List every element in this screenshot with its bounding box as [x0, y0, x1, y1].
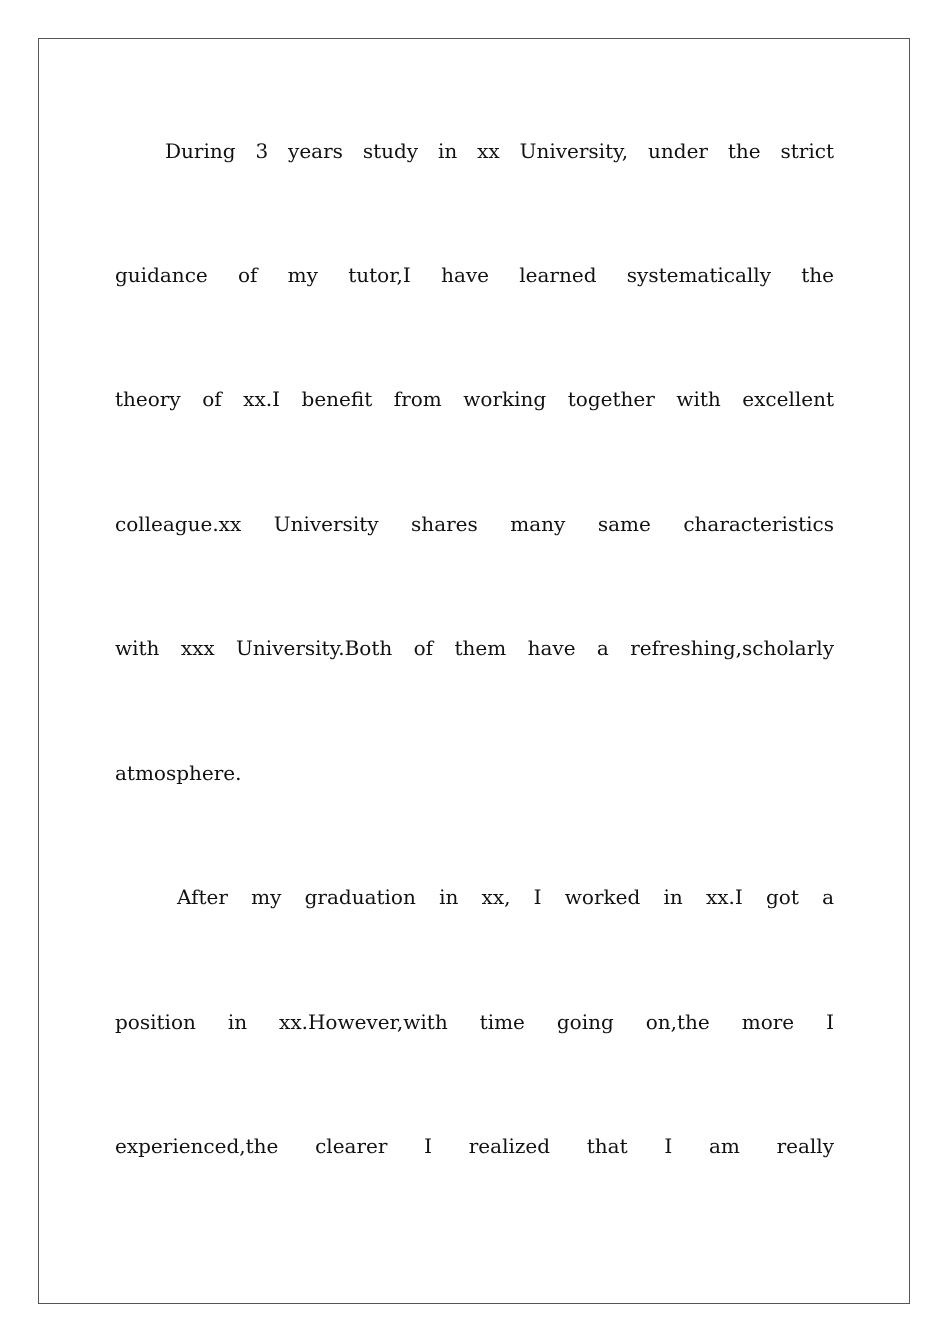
paragraph-2-line-1: After my graduation in xx, I worked in xx.I got a: [177, 885, 834, 909]
paragraph-1-line-1: During 3 years study in xx University, under the strict: [165, 139, 834, 163]
paragraph-1-line-2: guidance of my tutor,I have learned systematically the: [115, 263, 834, 287]
paragraph-2-line-3: experienced,the clearer I realized that I am really: [115, 1134, 834, 1158]
paragraph-2-line-2: position in xx.However,with time going on,the more I: [115, 1010, 834, 1034]
paragraph-1-line-4: colleague.xx University shares many same characteristics: [115, 512, 834, 536]
paragraph-1-line-5: with xxx University.Both of them have a refreshing,scholarly: [115, 636, 834, 660]
paragraph-1-line-6: atmosphere.: [115, 761, 242, 785]
page-frame: [38, 38, 910, 1304]
paragraph-1-line-3: theory of xx.I benefit from working together with excellent: [115, 387, 834, 411]
